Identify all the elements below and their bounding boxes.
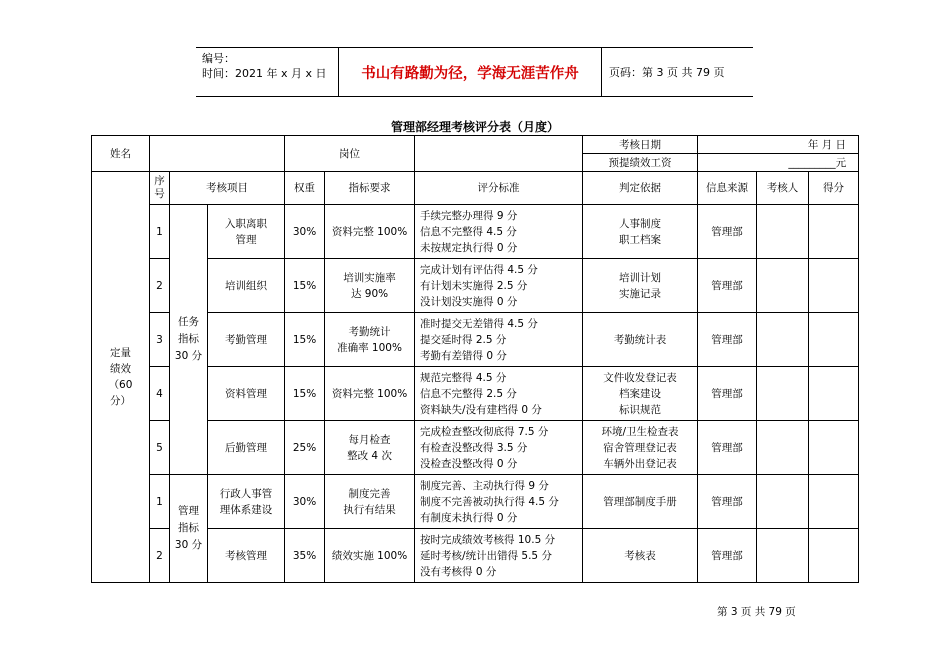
- row-basis: 环境/卫生检查表 宿舍管理登记表 车辆外出登记表: [583, 421, 698, 475]
- row-score-cell[interactable]: [809, 205, 859, 259]
- column-header-row: [92, 172, 859, 205]
- row-item: 培训组织: [208, 259, 285, 313]
- row-standard: 完成检查整改彻底得 7.5 分 有检查没整改得 3.5 分 没检查没整改得 0 分: [415, 421, 583, 475]
- table-row: [92, 259, 859, 313]
- col-header-weight: 权重: [285, 172, 325, 205]
- page-header: [196, 47, 753, 97]
- number-label: 编号：: [202, 52, 235, 65]
- row-weight: 30%: [285, 205, 325, 259]
- row-standard: 制度完善、主动执行得 9 分 制度不完善被动执行得 4.5 分 有制度未执行得 0 分: [415, 475, 583, 529]
- row-source: 管理部: [698, 205, 757, 259]
- group-label: 任务 指标 30 分: [170, 205, 208, 475]
- salary-field[interactable]: _________元: [698, 154, 859, 172]
- table-row: [92, 421, 859, 475]
- salary-label: 预提绩效工资: [583, 154, 698, 172]
- header-divider: [601, 48, 602, 96]
- row-assessor-cell[interactable]: [757, 367, 809, 421]
- evaluation-table: [91, 135, 859, 583]
- table-row: [92, 367, 859, 421]
- row-no: 4: [150, 367, 170, 421]
- row-weight: 30%: [285, 475, 325, 529]
- row-weight: 15%: [285, 313, 325, 367]
- info-row: [92, 136, 859, 154]
- row-score-cell[interactable]: [809, 421, 859, 475]
- row-assessor-cell[interactable]: [757, 475, 809, 529]
- col-header-standard: 评分标准: [415, 172, 583, 205]
- row-standard: 准时提交无差错得 4.5 分 提交延时得 2.5 分 考勤有差错得 0 分: [415, 313, 583, 367]
- row-basis: 文件收发登记表 档案建设 标识规范: [583, 367, 698, 421]
- row-item: 入职离职 管理: [208, 205, 285, 259]
- row-assessor-cell[interactable]: [757, 313, 809, 367]
- table-row: [92, 529, 859, 583]
- page-code: 页码：第 3 页 共 79 页: [609, 66, 725, 79]
- row-requirement: 制度完善 执行有结果: [325, 475, 415, 529]
- row-score-cell[interactable]: [809, 475, 859, 529]
- section-label: 定量 绩效 （60 分）: [92, 172, 150, 583]
- col-header-source: 信息来源: [698, 172, 757, 205]
- row-requirement: 资料完整 100%: [325, 367, 415, 421]
- post-label: 岗位: [285, 136, 415, 172]
- row-source: 管理部: [698, 475, 757, 529]
- row-standard: 规范完整得 4.5 分 信息不完整得 2.5 分 资料缺失/没有建档得 0 分: [415, 367, 583, 421]
- group-label: 管理 指标 30 分: [170, 475, 208, 583]
- row-basis: 管理部制度手册: [583, 475, 698, 529]
- col-header-requirement: 指标要求: [325, 172, 415, 205]
- row-requirement: 绩效实施 100%: [325, 529, 415, 583]
- row-requirement: 培训实施率 达 90%: [325, 259, 415, 313]
- row-item: 后勤管理: [208, 421, 285, 475]
- row-item: 行政人事管 理体系建设: [208, 475, 285, 529]
- date-field[interactable]: 年 月 日: [698, 136, 859, 154]
- row-source: 管理部: [698, 421, 757, 475]
- row-assessor-cell[interactable]: [757, 529, 809, 583]
- row-requirement: 每月检查 整改 4 次: [325, 421, 415, 475]
- col-header-basis: 判定依据: [583, 172, 698, 205]
- row-requirement: 考勤统计 准确率 100%: [325, 313, 415, 367]
- row-source: 管理部: [698, 529, 757, 583]
- row-weight: 15%: [285, 367, 325, 421]
- row-no: 1: [150, 205, 170, 259]
- page-title: 管理部经理考核评分表（月度）: [390, 120, 559, 134]
- col-header-no: 序号: [150, 172, 170, 205]
- row-no: 5: [150, 421, 170, 475]
- row-no: 2: [150, 259, 170, 313]
- row-source: 管理部: [698, 313, 757, 367]
- time-label: 时间：2021 年 x 月 x 日: [202, 67, 327, 80]
- row-standard: 手续完整办理得 9 分 信息不完整得 4.5 分 未按规定执行得 0 分: [415, 205, 583, 259]
- row-no: 1: [150, 475, 170, 529]
- col-header-item: 考核项目: [170, 172, 285, 205]
- row-score-cell[interactable]: [809, 367, 859, 421]
- row-assessor-cell[interactable]: [757, 259, 809, 313]
- row-score-cell[interactable]: [809, 529, 859, 583]
- row-score-cell[interactable]: [809, 259, 859, 313]
- row-no: 3: [150, 313, 170, 367]
- row-item: 考核管理: [208, 529, 285, 583]
- name-label: 姓名: [92, 136, 150, 172]
- row-weight: 15%: [285, 259, 325, 313]
- col-header-score: 得分: [809, 172, 859, 205]
- row-basis: 人事制度 职工档案: [583, 205, 698, 259]
- row-basis: 考勤统计表: [583, 313, 698, 367]
- row-basis: 考核表: [583, 529, 698, 583]
- motto: 书山有路勤为径，学海无涯苦作舟: [361, 65, 579, 82]
- name-field[interactable]: [150, 136, 285, 172]
- header-meta: [202, 51, 327, 81]
- col-header-assessor: 考核人: [757, 172, 809, 205]
- row-score-cell[interactable]: [809, 313, 859, 367]
- row-weight: 35%: [285, 529, 325, 583]
- row-assessor-cell[interactable]: [757, 421, 809, 475]
- table-row: [92, 205, 859, 259]
- table-row: [92, 313, 859, 367]
- row-source: 管理部: [698, 259, 757, 313]
- post-field[interactable]: [415, 136, 583, 172]
- row-weight: 25%: [285, 421, 325, 475]
- page-footer: 第 3 页 共 79 页: [717, 606, 796, 618]
- row-requirement: 资料完整 100%: [325, 205, 415, 259]
- row-basis: 培训计划 实施记录: [583, 259, 698, 313]
- row-no: 2: [150, 529, 170, 583]
- row-standard: 按时完成绩效考核得 10.5 分 延时考核/统计出错得 5.5 分 没有考核得 0 分: [415, 529, 583, 583]
- row-standard: 完成计划有评估得 4.5 分 有计划未实施得 2.5 分 没计划没实施得 0 分: [415, 259, 583, 313]
- table-row: [92, 475, 859, 529]
- row-assessor-cell[interactable]: [757, 205, 809, 259]
- row-item: 资料管理: [208, 367, 285, 421]
- row-source: 管理部: [698, 367, 757, 421]
- date-label: 考核日期: [583, 136, 698, 154]
- row-item: 考勤管理: [208, 313, 285, 367]
